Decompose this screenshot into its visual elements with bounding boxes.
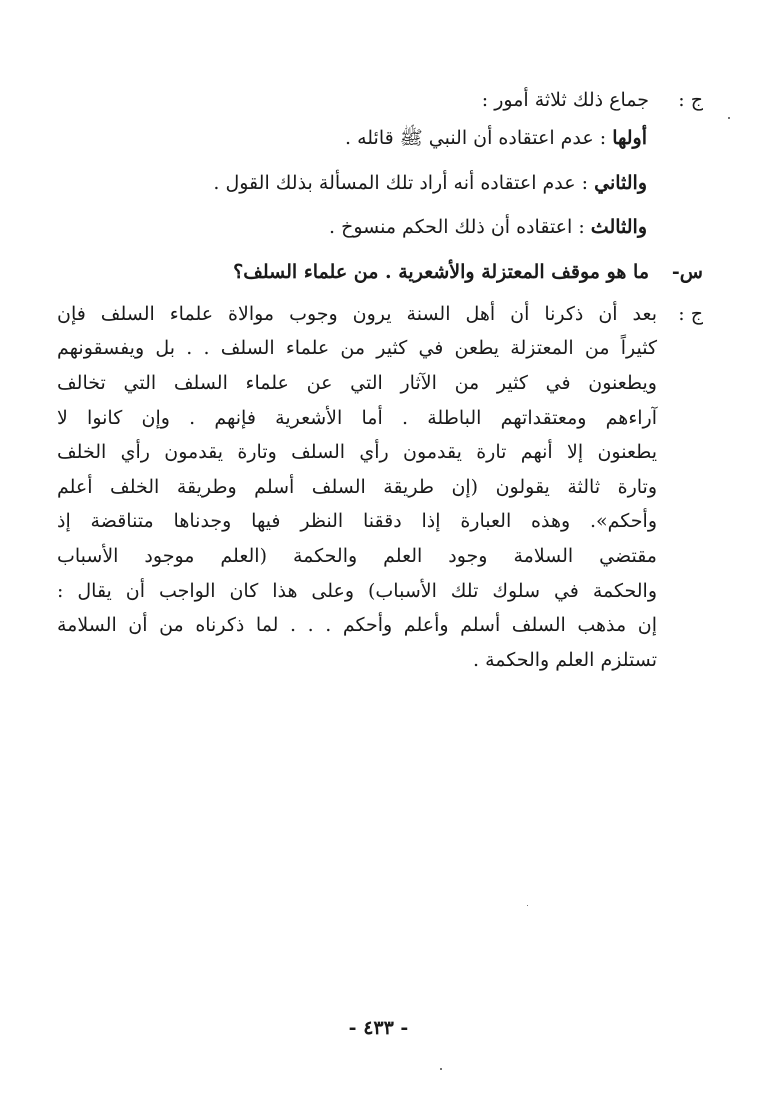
item-label: والثاني [594, 172, 647, 194]
scan-speck [440, 1068, 442, 1070]
item-label: والثالث [590, 216, 647, 238]
list-item [213, 168, 647, 198]
paragraph-line: تستلزم العلم والحكمة . [472, 649, 657, 671]
paragraph-line: وأحكم». وهذه العبارة إذا دققنا النظر فيها وجدناها متناقضة إذ [57, 510, 657, 532]
paragraph-line: بعد أن ذكرنا أن أهل السنة يرون وجوب موالاة علماء السلف فإن [57, 303, 657, 325]
paragraph-line: وتارة ثالثة يقولون (إن طريقة السلف أسلم وطريقة الخلف أعلم [57, 476, 657, 498]
paragraph-line: والحكمة في سلوك تلك الأسباب) وعلى هذا كان الواجب أن يقال : [57, 580, 657, 602]
answer-marker: ج : [678, 303, 703, 325]
item-text: : عدم اعتقاده أن النبي ﷺ قائله . [345, 127, 607, 149]
paragraph-line: إن مذهب السلف أسلم وأعلم وأحكم . . . لما ذكرناه من أن السلامة [57, 614, 657, 636]
item-label: أولها [612, 127, 647, 149]
item-text: : اعتقاده أن ذلك الحكم منسوخ . [328, 216, 585, 238]
scan-speck [527, 905, 528, 906]
scan-speck [728, 117, 730, 119]
paragraph-line: يطعنون إلا أنهم تارة يقدمون رأي السلف وتارة يقدمون رأي الخلف [57, 441, 657, 463]
answer-marker: ج : [678, 89, 703, 111]
paragraph-line: كثيراً من المعتزلة يطعن في كثير من علماء السلف . . بل ويفسقونهم [57, 337, 657, 359]
page-number: - ٤٣٣ - [348, 1017, 409, 1039]
paragraph-line: مقتضي السلامة وجود العلم والحكمة (العلم موجود الأسباب [57, 545, 657, 567]
question-text: ما هو موقف المعتزلة والأشعرية . من علماء السلف؟ [233, 261, 649, 283]
question-marker: س- [671, 261, 703, 283]
item-text: : عدم اعتقاده أنه أراد تلك المسألة بذلك القول . [213, 172, 589, 194]
paragraph-line: آراءهم ومعتقداتهم الباطلة . أما الأشعرية فإنهم . وإن كانوا لا [57, 407, 657, 429]
answer-intro: جماع ذلك ثلاثة أمور : [481, 89, 649, 111]
paragraph-line: ويطعنون في كثير من الآثار التي عن علماء السلف التي تخالف [57, 372, 657, 394]
list-item [345, 123, 647, 153]
list-item [329, 212, 647, 242]
